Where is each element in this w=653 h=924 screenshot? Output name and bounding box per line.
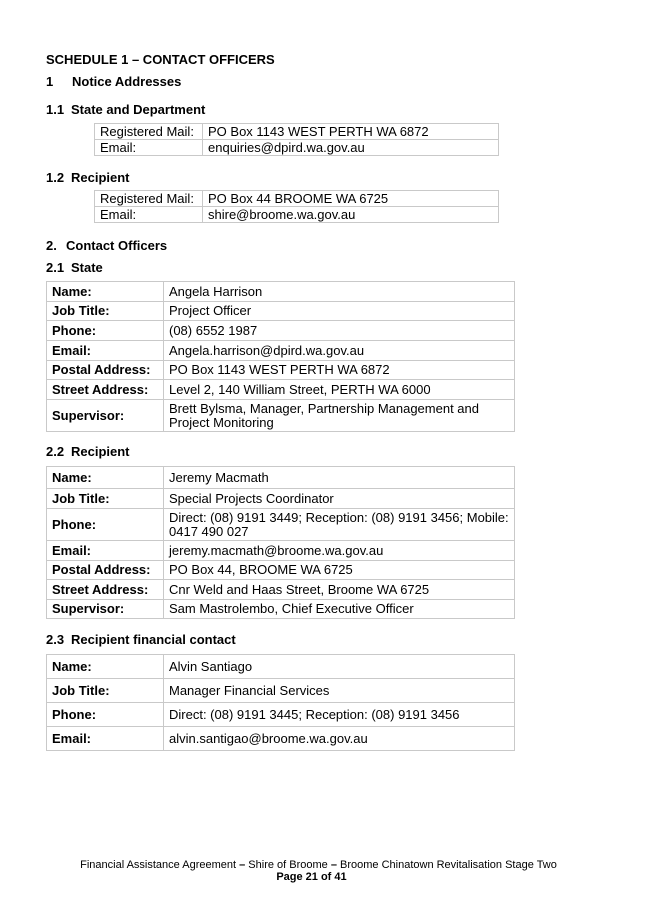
section-2-3-title: Recipient financial contact	[71, 632, 236, 647]
table-row	[47, 580, 515, 600]
contact-table-state	[46, 281, 515, 432]
page-number: Page 21 of 41	[276, 871, 347, 883]
row-label: Phone:	[47, 703, 164, 727]
row-value: Direct: (08) 9191 3449; Reception: (08) 9191 3456; Mobile: 0417 490 027	[164, 509, 515, 541]
notice-table-state	[94, 123, 499, 156]
row-value: enquiries@dpird.wa.gov.au	[203, 140, 499, 156]
row-label: Street Address:	[47, 380, 164, 400]
row-value: Angela.harrison@dpird.wa.gov.au	[164, 341, 515, 361]
section-1-1-number: 1.1	[46, 102, 65, 117]
row-value: alvin.santigao@broome.wa.gov.au	[164, 727, 515, 751]
contact-table-financial	[46, 654, 515, 751]
row-value: Manager Financial Services	[164, 679, 515, 703]
row-value: Alvin Santiago	[164, 655, 515, 679]
table-row	[47, 380, 515, 400]
section-2-2-heading	[46, 444, 130, 459]
row-value: Jeremy Macmath	[164, 467, 515, 489]
table-row	[47, 489, 515, 509]
table-row	[47, 302, 515, 321]
row-value: Level 2, 140 William Street, PERTH WA 6000	[164, 380, 515, 400]
row-value: PO Box 44 BROOME WA 6725	[203, 191, 499, 207]
section-1-heading	[46, 74, 181, 89]
section-2-title: Contact Officers	[66, 238, 168, 253]
row-value: Cnr Weld and Haas Street, Broome WA 6725	[164, 580, 515, 600]
section-2-number: 2.	[46, 238, 57, 253]
footer-dash: –	[330, 859, 337, 871]
row-label: Supervisor:	[47, 400, 164, 432]
table-row	[95, 191, 499, 207]
row-value: Direct: (08) 9191 3445; Reception: (08) 9191 3456	[164, 703, 515, 727]
section-2-1-heading	[46, 260, 103, 275]
schedule-title: SCHEDULE 1 – CONTACT OFFICERS	[46, 52, 275, 67]
row-label: Registered Mail:	[95, 191, 203, 207]
table-row	[47, 679, 515, 703]
table-row	[47, 561, 515, 580]
table-row	[47, 282, 515, 302]
notice-table-recipient	[94, 190, 499, 223]
section-2-3-heading	[46, 632, 236, 647]
section-1-title: Notice Addresses	[72, 74, 182, 89]
table-row	[47, 600, 515, 619]
section-2-heading	[46, 238, 167, 253]
contact-table-recipient	[46, 466, 515, 619]
table-row	[47, 541, 515, 561]
row-value: PO Box 1143 WEST PERTH WA 6872	[164, 361, 515, 380]
row-value: (08) 6552 1987	[164, 321, 515, 341]
row-label: Email:	[47, 727, 164, 751]
row-label: Registered Mail:	[95, 124, 203, 140]
section-2-2-number: 2.2	[46, 444, 65, 459]
row-value: Project Officer	[164, 302, 515, 321]
section-2-1-title: State	[71, 260, 103, 275]
row-label: Phone:	[47, 321, 164, 341]
section-2-3-number: 2.3	[46, 632, 65, 647]
row-label: Email:	[95, 207, 203, 223]
table-row	[47, 361, 515, 380]
table-row	[95, 124, 499, 140]
row-value: shire@broome.wa.gov.au	[203, 207, 499, 223]
section-1-number: 1	[46, 74, 54, 89]
section-1-2-number: 1.2	[46, 170, 65, 185]
footer-text: Broome Chinatown Revitalisation Stage Two	[336, 859, 557, 871]
row-label: Email:	[95, 140, 203, 156]
row-label: Job Title:	[47, 302, 164, 321]
row-label: Phone:	[47, 509, 164, 541]
row-label: Postal Address:	[47, 561, 164, 580]
section-1-1-heading	[46, 102, 205, 117]
section-1-1-title: State and Department	[71, 102, 206, 117]
row-label: Name:	[47, 655, 164, 679]
row-label: Street Address:	[47, 580, 164, 600]
table-row	[47, 341, 515, 361]
table-row	[47, 400, 515, 432]
table-row	[47, 703, 515, 727]
table-row	[95, 207, 499, 223]
section-1-2-title: Recipient	[71, 170, 130, 185]
footer-dash: –	[239, 859, 246, 871]
table-row	[47, 321, 515, 341]
row-label: Name:	[47, 467, 164, 489]
section-1-2-heading	[46, 170, 130, 185]
row-label: Supervisor:	[47, 600, 164, 619]
row-value: Angela Harrison	[164, 282, 515, 302]
row-value: Brett Bylsma, Manager, Partnership Management and Project Monitoring	[164, 400, 515, 432]
table-row	[47, 509, 515, 541]
row-value: PO Box 1143 WEST PERTH WA 6872	[203, 124, 499, 140]
table-row	[47, 655, 515, 679]
table-row	[95, 140, 499, 156]
row-label: Email:	[47, 341, 164, 361]
row-label: Postal Address:	[47, 361, 164, 380]
section-2-2-title: Recipient	[71, 444, 130, 459]
footer-text: Financial Assistance Agreement	[80, 859, 240, 871]
row-label: Name:	[47, 282, 164, 302]
row-value: jeremy.macmath@broome.wa.gov.au	[164, 541, 515, 561]
row-label: Job Title:	[47, 679, 164, 703]
footer	[0, 859, 653, 883]
footer-title	[0, 859, 653, 871]
row-label: Job Title:	[47, 489, 164, 509]
row-label: Email:	[47, 541, 164, 561]
row-value: Sam Mastrolembo, Chief Executive Officer	[164, 600, 515, 619]
row-value: Special Projects Coordinator	[164, 489, 515, 509]
footer-text: Shire of Broome	[245, 859, 331, 871]
row-value: PO Box 44, BROOME WA 6725	[164, 561, 515, 580]
table-row	[47, 727, 515, 751]
table-row	[47, 467, 515, 489]
section-2-1-number: 2.1	[46, 260, 65, 275]
